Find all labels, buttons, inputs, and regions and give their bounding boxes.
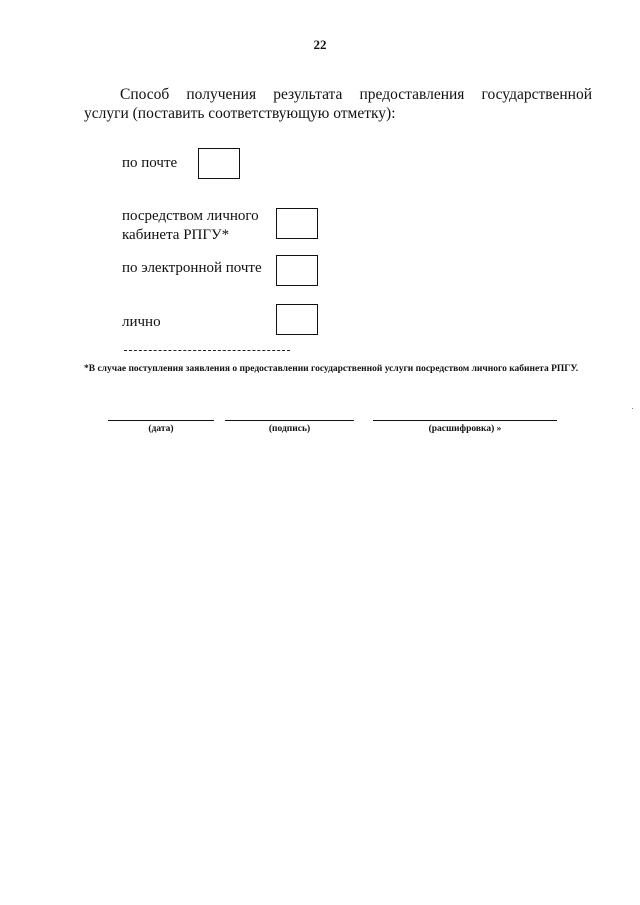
option-cabinet-label-line-2: кабинета РПГУ* [122, 227, 230, 243]
signature-field-line[interactable] [225, 420, 354, 421]
intro-text [84, 85, 592, 123]
option-in-person-checkbox[interactable] [276, 304, 318, 335]
scan-speck [632, 408, 633, 409]
decode-caption: (расшифровка) » [428, 424, 502, 434]
option-email-checkbox[interactable] [276, 255, 318, 286]
option-mail-checkbox[interactable] [198, 148, 240, 179]
option-mail-label: по почте [122, 155, 178, 171]
page-number: 22 [313, 37, 327, 52]
option-cabinet-label [122, 207, 259, 245]
signature-caption: (подпись) [268, 424, 311, 434]
footnote-text: *В случае поступления заявления о предоставлении государственной услуги посредством личного кабинета РПГУ. [84, 364, 579, 374]
footnote-divider [124, 350, 290, 351]
intro-line-1: Способ получения результата предоставления государственной [120, 86, 592, 103]
option-cabinet-checkbox[interactable] [276, 208, 318, 239]
date-field-line[interactable] [108, 420, 214, 421]
option-email-label: по электронной почте [122, 260, 262, 276]
option-cabinet-label-line-1: посредством личного [122, 208, 259, 224]
date-caption: (дата) [148, 424, 174, 434]
decode-field-line[interactable] [373, 420, 557, 421]
option-in-person-label: лично [122, 314, 161, 330]
intro-line-2: услуги (поставить соответствующую отметку): [84, 105, 396, 122]
